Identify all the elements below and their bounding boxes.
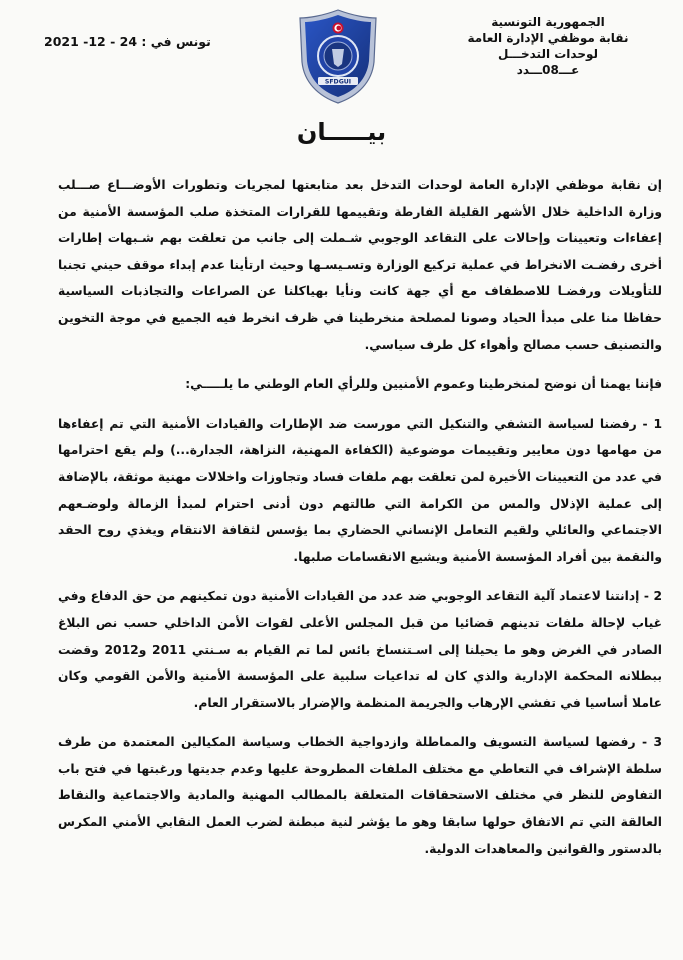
document-date: تونس في : 24 - 12- 2021 <box>44 34 211 49</box>
paragraph-point-2: 2 - إدانتنا لاعتماد آلية التقاعد الوجوبي ضد عدد من القيادات الأمنية دون تمكينهم من حق الدفاع وفي غياب لإحالة ملفات تدينهم قضائيا من قبل المجلس الأعلى لقوات الأمن الداخلي حسب نص البلاغ الصادر في الغرض وهو ما يحيلنا إلى اسـتنساخ بائس لما تم القيام به سـنتي 2011 و2012 وقضت ببطلانه المحكمة الإدارية والذي كان له تداعيات سلبية على المؤسسة الأمنية والأمن القومي وكان عاملا أساسيا في تفشي الإرهاب والجريمة المنظمة والإضرار بالاستقرار العام. <box>58 589 662 710</box>
statement-title: بيـــــان <box>296 118 387 146</box>
institution-header <box>453 14 643 78</box>
header-line-republic: الجمهورية التونسية <box>491 15 605 29</box>
paragraph-point-1: 1 - رفضنا لسياسة التشفي والتنكيل التي مورست ضد الإطارات والقيادات الأمنية التي تم إعفاءها من مهامها دون معايير وتقييمات موضوعية (الكفاءة المهنية، النزاهة، الجدارة...) ولم يقع احترامها في عدد من التعيينات الأخيرة لمن تعلقت بهم ملفات فساد وتجاوزات واخلالات مهنية موثقة، بالإضافة إلى عملية الإذلال والمس من الكرامة التي طالتهم دون أدنى احترام لمبدأ الزمالة ولوضـعهم الاجتماعي والعائلي ولقيم التعامل الإنساني الحضاري بما يؤسس لثقافة الانتقام ويغذي روح الحقد والنقمة بين أفراد المؤسسة الأمنية ويشيع الانقسامات صلبها. <box>58 416 662 564</box>
paragraph-intro: إن نقابة موظفي الإدارة العامة لوحدات التدخل بعد متابعتها لمجريات وتطورات الأوضـــاع صـــلب وزارة الداخلية خلال الأشهر القليلة الفارطة وتقييمها للقرارات المتخذة صلب المؤسسة الأمنية من إعفاءات وتعيينات وإحالات على التقاعد الوجوبي شـملت إلى جانب من تعلقت بهم شـبهات إطارات أخرى رفضـت الانخراط في عملية تركيع الوزارة وتسـيسـها وحيث ارتأينا عدم إبداء موقف حيني تجنبا للتأويلات ورفضـا للاصطفاف مع أي جهة كانت ونأيا بهياكلنا عن الصراعات والتجاذبات السياسية حفاظا منا على مبدأ الحياد وصونا لمصلحة منخرطينا في ظرف انخرط فيه الجميع في موجة التخوين والتصنيف حسب مصالح وأهواء كل طرف سياسي. <box>58 178 662 352</box>
header-line-union: نقابة موظفي الإدارة العامة <box>467 31 629 45</box>
paragraph-point-3: 3 - رفضها لسياسة التسويف والمماطلة وازدواجية الخطاب وسياسة المكيالين المعتمدة من طرف سلطة الإشراف في التعاطي مع مختلف الملفات المطروحة عليها وعدم جديتها ورغبتها في فتح باب التفاوض للنظر في مختلف الاستحقاقات المتعلقة بالمطالب المهنية والمادية والاجتماعية والنقاط العالقة التي تم الاتفاق حولها سابقا وهو ما يؤشر لنية مبطنة لضرب العمل النقابي الأمني المكرس بالدستور والقوانين والمعاهدات الدولية. <box>58 735 662 856</box>
header-line-units: لوحدات التدخـــل <box>497 47 599 61</box>
header-line-number: عـــ08ـــدد <box>516 63 580 77</box>
paragraph-clarification: فإننا يهمنا أن نوضح لمنخرطينا وعموم الأمنيين وللرأي العام الوطني ما يلـــــي: <box>185 377 662 392</box>
union-logo <box>296 6 380 106</box>
statement-body <box>58 172 662 875</box>
logo-caption: SFDGUI <box>324 78 352 86</box>
shield-emblem-icon <box>296 6 380 106</box>
